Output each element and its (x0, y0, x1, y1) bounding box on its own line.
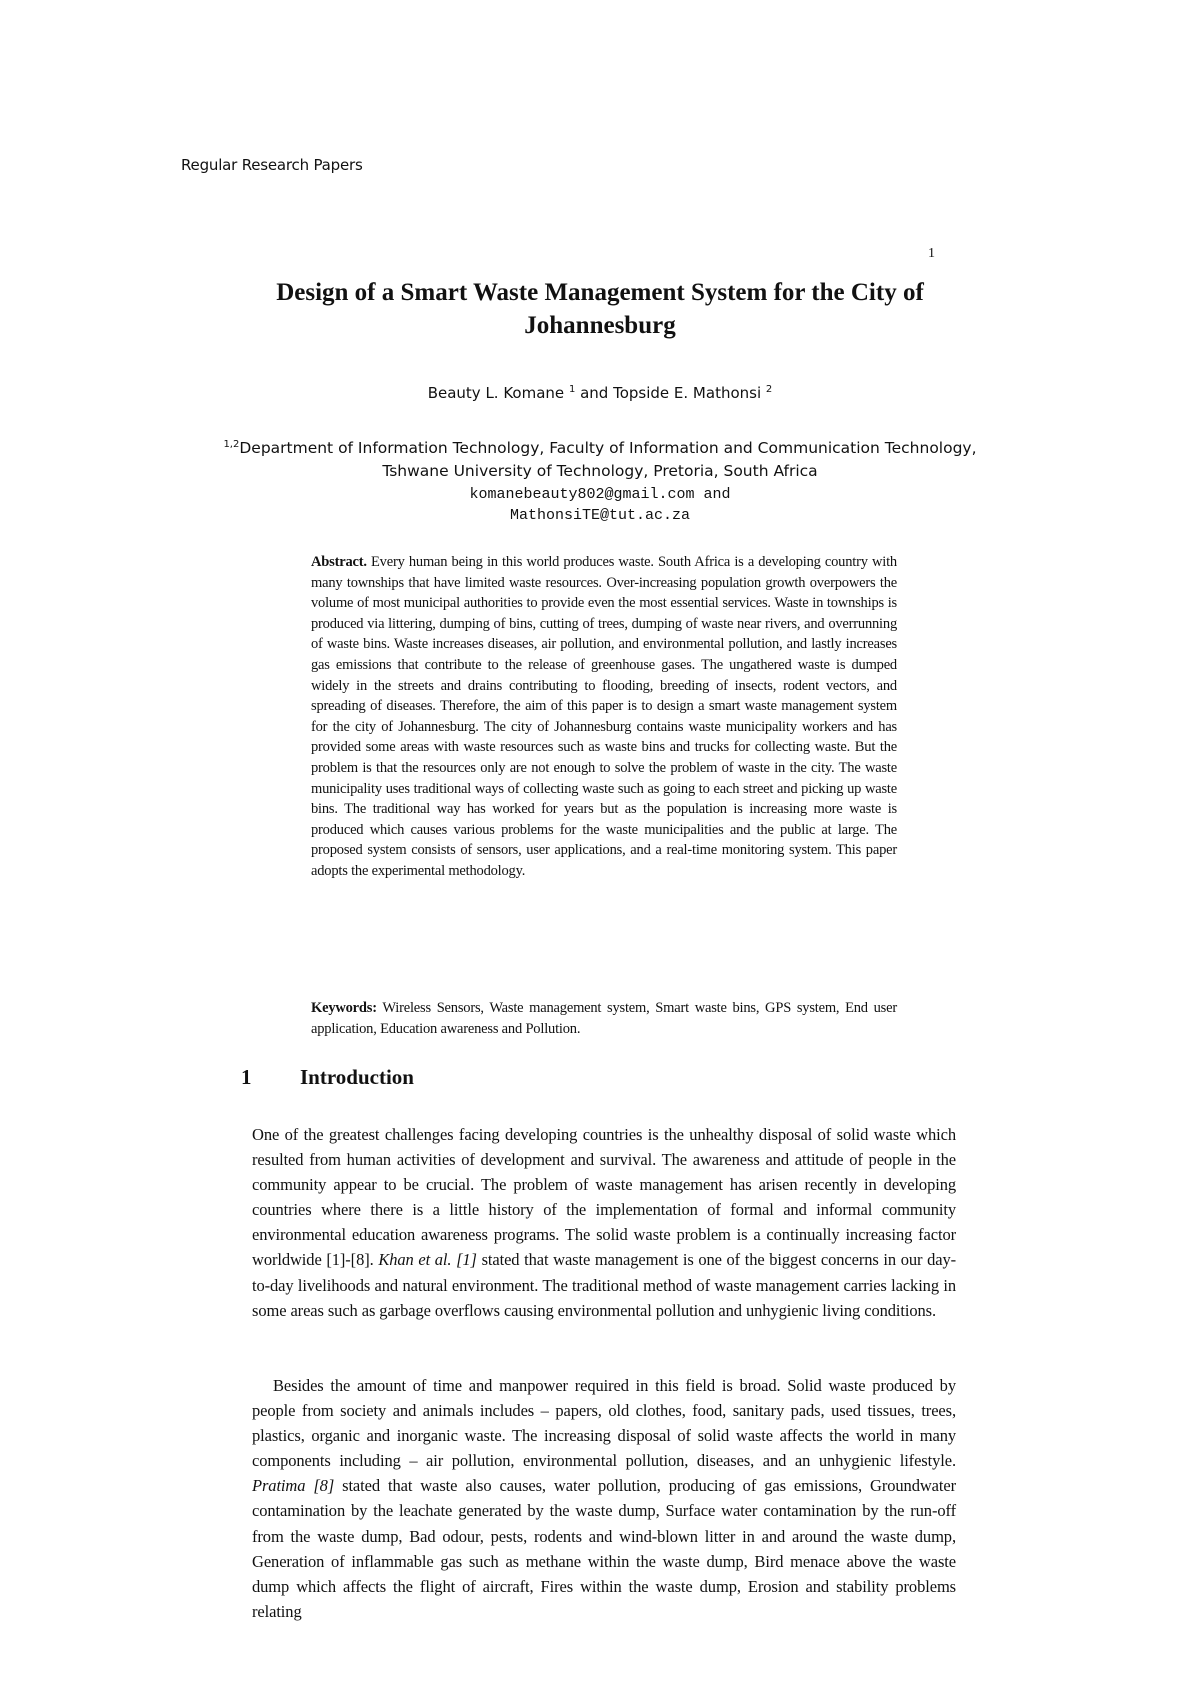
affiliation (170, 433, 1030, 483)
paper-title: Design of a Smart Waste Management System for the City of Johannesburg (276, 279, 924, 339)
keywords-text: Wireless Sensors, Waste management system, Smart waste bins, GPS system, End user application, Education awareness and Pollution. (311, 1000, 897, 1037)
paragraph-text: One of the greatest challenges facing developing countries is the unhealthy disposal of solid waste which resulted from human activities of development and survival. The awareness and attitude of people in the community appear to be crucial. The problem of waste management has arisen recently in developing countries where there is a little history of the implementation of formal and informal community environmental education awareness programs. The solid waste problem is a continually increasing factor worldwide [1]-[8]. (252, 1125, 956, 1270)
section-number: 1 (241, 1065, 252, 1089)
paragraph-text: stated that waste management is one of the biggest concerns in our day-to-day livelihoods and natural environment. The traditional method of waste management carries lacking in some areas such as garbage overflows causing environmental pollution and unhygienic living conditions. (252, 1250, 957, 1320)
keywords (311, 998, 897, 1039)
email-block (300, 484, 900, 526)
section-heading: Introduction (300, 1065, 414, 1089)
email-line (300, 484, 900, 505)
abstract (311, 552, 897, 882)
citation: Khan et al. [1] (378, 1250, 477, 1270)
running-head: Regular Research Papers (181, 156, 363, 174)
body-paragraph (252, 1122, 956, 1323)
page-number: 1 (928, 246, 935, 261)
author-affiliation-mark: 1 (568, 384, 576, 395)
abstract-label: Abstract. (311, 554, 367, 570)
affiliation-line: Tshwane University of Technology, Pretoria, South Africa (382, 462, 818, 481)
paragraph-text: Besides the amount of time and manpower required in this field is broad. Solid waste produced by people from society and animals includes – papers, old clothes, food, sanitary pads, used tissues, trees, plastics, organic and inorganic waste. The increasing disposal of solid waste affects the world in many components including – air pollution, environmental pollution, diseases, and an unhygienic lifestyle. (252, 1376, 956, 1471)
author-affiliation-mark: 2 (765, 384, 773, 395)
body-paragraph (252, 1373, 956, 1624)
abstract-text: Every human being in this world produces waste. South Africa is a developing country with many townships that have limited waste resources. Over-increasing population growth overpowers the volume of most municipal authorities to provide even the most essential services. Waste in townships is produced via littering, dumping of bins, cutting of trees, dumping of waste near rivers, and overrunning of waste bins. Waste increases diseases, air pollution, and environmental pollution, and lastly increases gas emissions that contribute to the release of greenhouse gases. The ungathered waste is dumped widely in the streets and drains contributing to flooding, breeding of insects, rodent vectors, and spreading of diseases. Therefore, the aim of this paper is to design a smart waste management system for the city of Johannesburg. The city of Johannesburg contains waste municipality workers and has provided some areas with waste resources such as waste bins and trucks for collecting waste. But the problem is that the resources only are not enough to solve the problem of waste in the city. The waste municipality uses traditional ways of collecting waste such as going to each street and picking up waste bins. The traditional way has worked for years but as the population is increasing more waste is produced which causes various problems for the waste municipalities and the public at large. The proposed system consists of sensors, user applications, and a real-time monitoring system. This paper adopts the experimental methodology. (311, 554, 897, 879)
affiliation-mark: 1,2 (223, 439, 240, 450)
author-name: Topside E. Mathonsi (613, 384, 762, 402)
paragraph-text: stated that waste also causes, water pollution, producing of gas emissions, Groundwater contamination by the leachate generated by the waste dump, Surface water contamination by the run-off from the waste dump, Bad odour, pests, rodents and wind-blown litter in and around the waste dump, Generation of inflammable gas such as methane within the waste dump, Bird menace above the waste dump which affects the flight of aircraft, Fires within the waste dump, Erosion and stability problems relating (252, 1476, 956, 1621)
citation: Pratima [8] (252, 1476, 335, 1496)
affiliation-line: $^{1,2}$Department of Information Technology, Faculty of Information and Communication Technology, (223, 439, 977, 458)
author-line (200, 384, 1000, 402)
email-connector: and (703, 486, 731, 503)
author-connector: and (580, 384, 609, 402)
email-link[interactable]: komanebeauty802@gmail.com (469, 486, 695, 503)
author-name: Beauty L. Komane (427, 384, 565, 402)
keywords-label: Keywords: (311, 1000, 377, 1016)
email-link[interactable]: MathonsiTE@tut.ac.za (509, 507, 691, 524)
email-line (300, 505, 900, 526)
